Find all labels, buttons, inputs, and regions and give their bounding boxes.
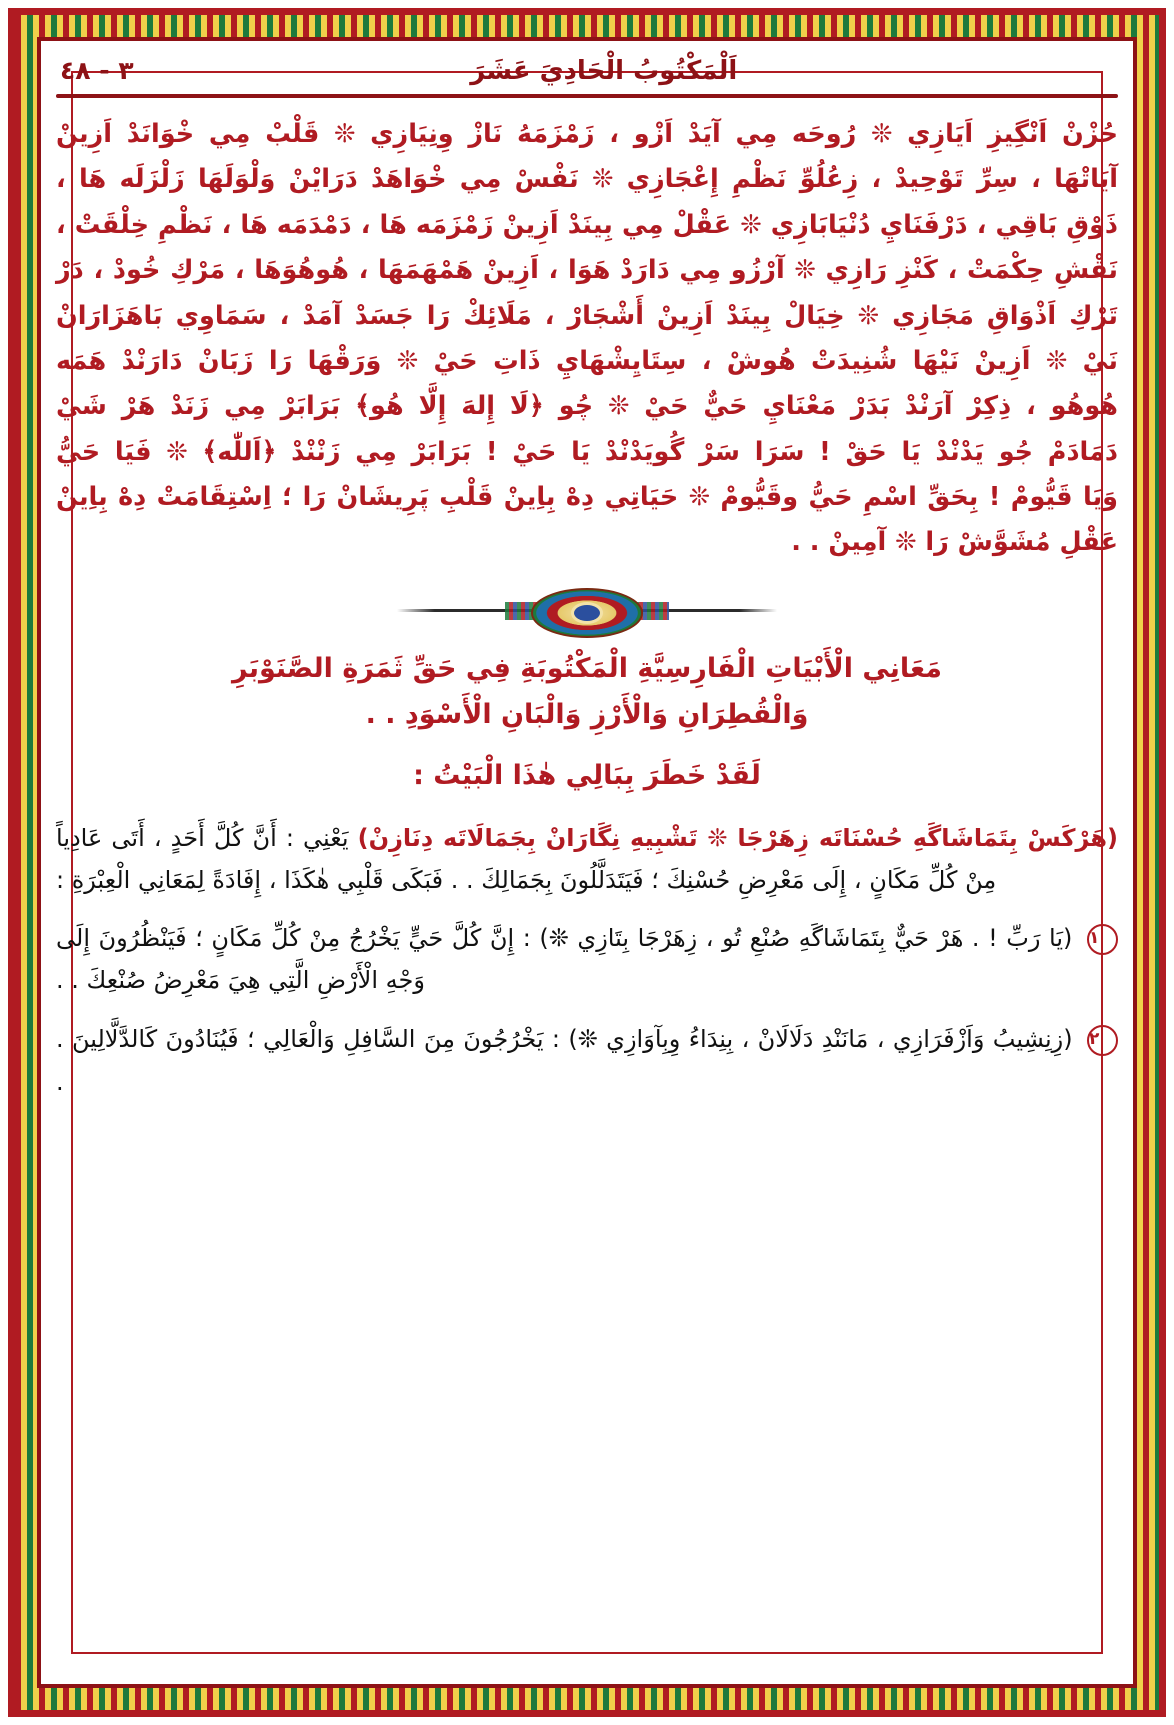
page-header (42, 42, 1132, 86)
item-verse: (زِنِشِيبُ وَاَزْفَرَازِي ، مَانَنْدِ دَلَالَانْ ، بِنِدَاءُ وِبِآوَازِي ❊) (568, 1024, 1073, 1053)
poem-line: دَمَادَمْ جُو يَدْنْدْ يَا حَقْ ! سَرَا سَرْ گُويَدْنْدْ يَا حَيْ ! بَرَابَرْ مِي زَنْنْدْ ﴿اَللّٰه﴾ ❊ فَيَا حَيُّ (56, 436, 1118, 467)
item-verse: (يَا رَبِّ ! . هَرْ حَيٌّ بِتَمَاشَاگَهِ صُنْعِ تُو ، زِهَرْجَا بِتَازِي ❊) (539, 923, 1073, 952)
poem-line: هُوهُو ، ذِكِرْ آرَنْدْ بَدَرْ مَعْنَايِ حَيٌّ حَيْ ❊ چُو ﴿لَا إِلهَ إِلَّا هُو﴾ بَرَابَرْ مِي زَنَدْ هَرْ شَيْ (56, 391, 1118, 422)
poem-line: تَرْكِ اَذْوَاقِ مَجَازِي ❊ خِيَالْ بِينَدْ اَزِينْ أَشْجَارْ ، مَلَائِكْ رَا جَسَدْ آمَدْ ، سَمَاوِي بَاهَزَارَانْ (56, 300, 1118, 331)
floral-medallion-divider-icon (397, 588, 777, 634)
page-content (42, 42, 1132, 1683)
item-number-badge: ١ (1087, 924, 1118, 955)
section-heading-line-1: مَعَانِي الْأَبْيَاتِ الْفَارِسِيَّةِ الْمَكْتُوبَةِ فِي حَقِّ ثَمَرَةِ الصَّنَوْبَرِ (232, 652, 942, 684)
item-number-badge: ٢ (1087, 1025, 1118, 1056)
section-heading (42, 640, 1132, 739)
list-item (42, 901, 1132, 1002)
poem-line: ذَوْقِ بَاقِي ، دَرْفَنَايِ دُنْيَابَازِي ❊ عَقْلْ مِي بِينَدْ اَزِينْ زَمْزَمَه هَا ، دَمْدَمَه هَا ، نَظْمِ خِلْقَتْ ، (56, 209, 1118, 240)
list-item (42, 1002, 1132, 1103)
poem-line: آيَاتْهَا ، سِرِّ تَوْحِيدْ ، زِعُلُوِّ نَظْمِ إِعْجَازِي ❊ نَفْسْ مِي خْوَاهَدْ دَرَايْنْ وَلْوَلَهَا زَلْزَلَه هَا ، (56, 164, 1118, 195)
poem-line: عَقْلِ مُشَوَّشْ رَا ❊ آمِينْ . . (791, 527, 1118, 558)
poem-line: نَيْ ❊ اَزِينْ نَيْهَا شُنِيدَتْ هُوشْ ، سِتَايِشْهَايِ ذَاتِ حَيْ ❊ وَرَقْهَا رَا زَبَانْ دَارَنْدْ هَمَه (56, 345, 1118, 376)
commentary-body: كُلَّ أَحَدٍ ، أَتَى عَادِياً مِنْ كُلِّ مَكَانٍ ، إِلَى مَعْرِضِ حُسْنِكَ ؛ فَيَتَدَلَّلُونَ بِجَمَالِكَ . . فَبَكَى قَلْبِي هٰكَذَا ، إِفَادَةً لِمَعَانِي الْعِبْرَةِ : (56, 823, 997, 894)
persian-poem-block (42, 98, 1132, 566)
commentary-verse: (هَرْكَسْ بِتَمَاشَاگَهِ حُسْنَاتَه زِهَرْجَا ❊ تَشْبِيهِ نِگَارَانْ بِجَمَالَاتَه دِنَازِنْ) (357, 823, 1118, 852)
divider-medallion (531, 588, 643, 638)
chapter-title: اَلْمَكْتُوبُ الْحَادِيَ عَشَرَ (470, 56, 738, 86)
poem-line: وَيَا قَيُّومْ ! بِحَقِّ اسْمِ حَيُّ وقَيُّومْ ❊ حَيَاتِي دِهْ بِاِينْ قَلْبِ پَرِيشَانْ رَا ؛ اِسْتِقَامَتْ دِهْ بِاِينْ (56, 482, 1118, 512)
commentary-block (42, 799, 1132, 901)
page-number: ٣ - ٤٨ (60, 56, 134, 85)
sub-heading: لَقَدْ خَطَرَ بِبَالِي هٰذَا الْبَيْتُ : (413, 759, 761, 791)
item-gloss: : يَخْرُجُونَ مِنَ السَّافِلِ وَالْعَالِي ؛ فَيُنَادُونَ كَالدَّلَّالِينَ . . (56, 1024, 560, 1096)
poem-line: نَقْشِ حِكْمَتْ ، كَنْزِ رَازِي ❊ آرْزُو مِي دَارَدْ هَوَا ، اَزِينْ هَمْهَمَهَا ، هُوهُوَهَا ، مَرْكِ خُودْ ، دَرْ (56, 255, 1118, 286)
item-gloss: : إِنَّ كُلَّ حَيٍّ يَخْرُجُ مِنْ كُلِّ مَكَانٍ ؛ فَيَنْظُرُونَ إِلَى وَجْهِ الْأَرْضِ الَّتِي هِيَ مَعْرِضُ صُنْعِكَ . . (56, 923, 531, 995)
poem-line: حُزْنْ اَنْگِيزِ اَيَازِي ❊ رُوحَه مِي آيَدْ اَزْو ، زَمْزَمَهُ نَازْ وِنِيَازِي ❊ قَلْبْ مِي خْوَانَدْ اَزِينْ (56, 119, 1118, 149)
commentary-gloss-intro: يَعْنِي : أَنَّ (252, 823, 349, 852)
section-heading-line-2: وَالْقُطِرَانِ وَالْأَرْزِ وَالْبَانِ الْأَسْوَدِ . . (365, 699, 809, 731)
